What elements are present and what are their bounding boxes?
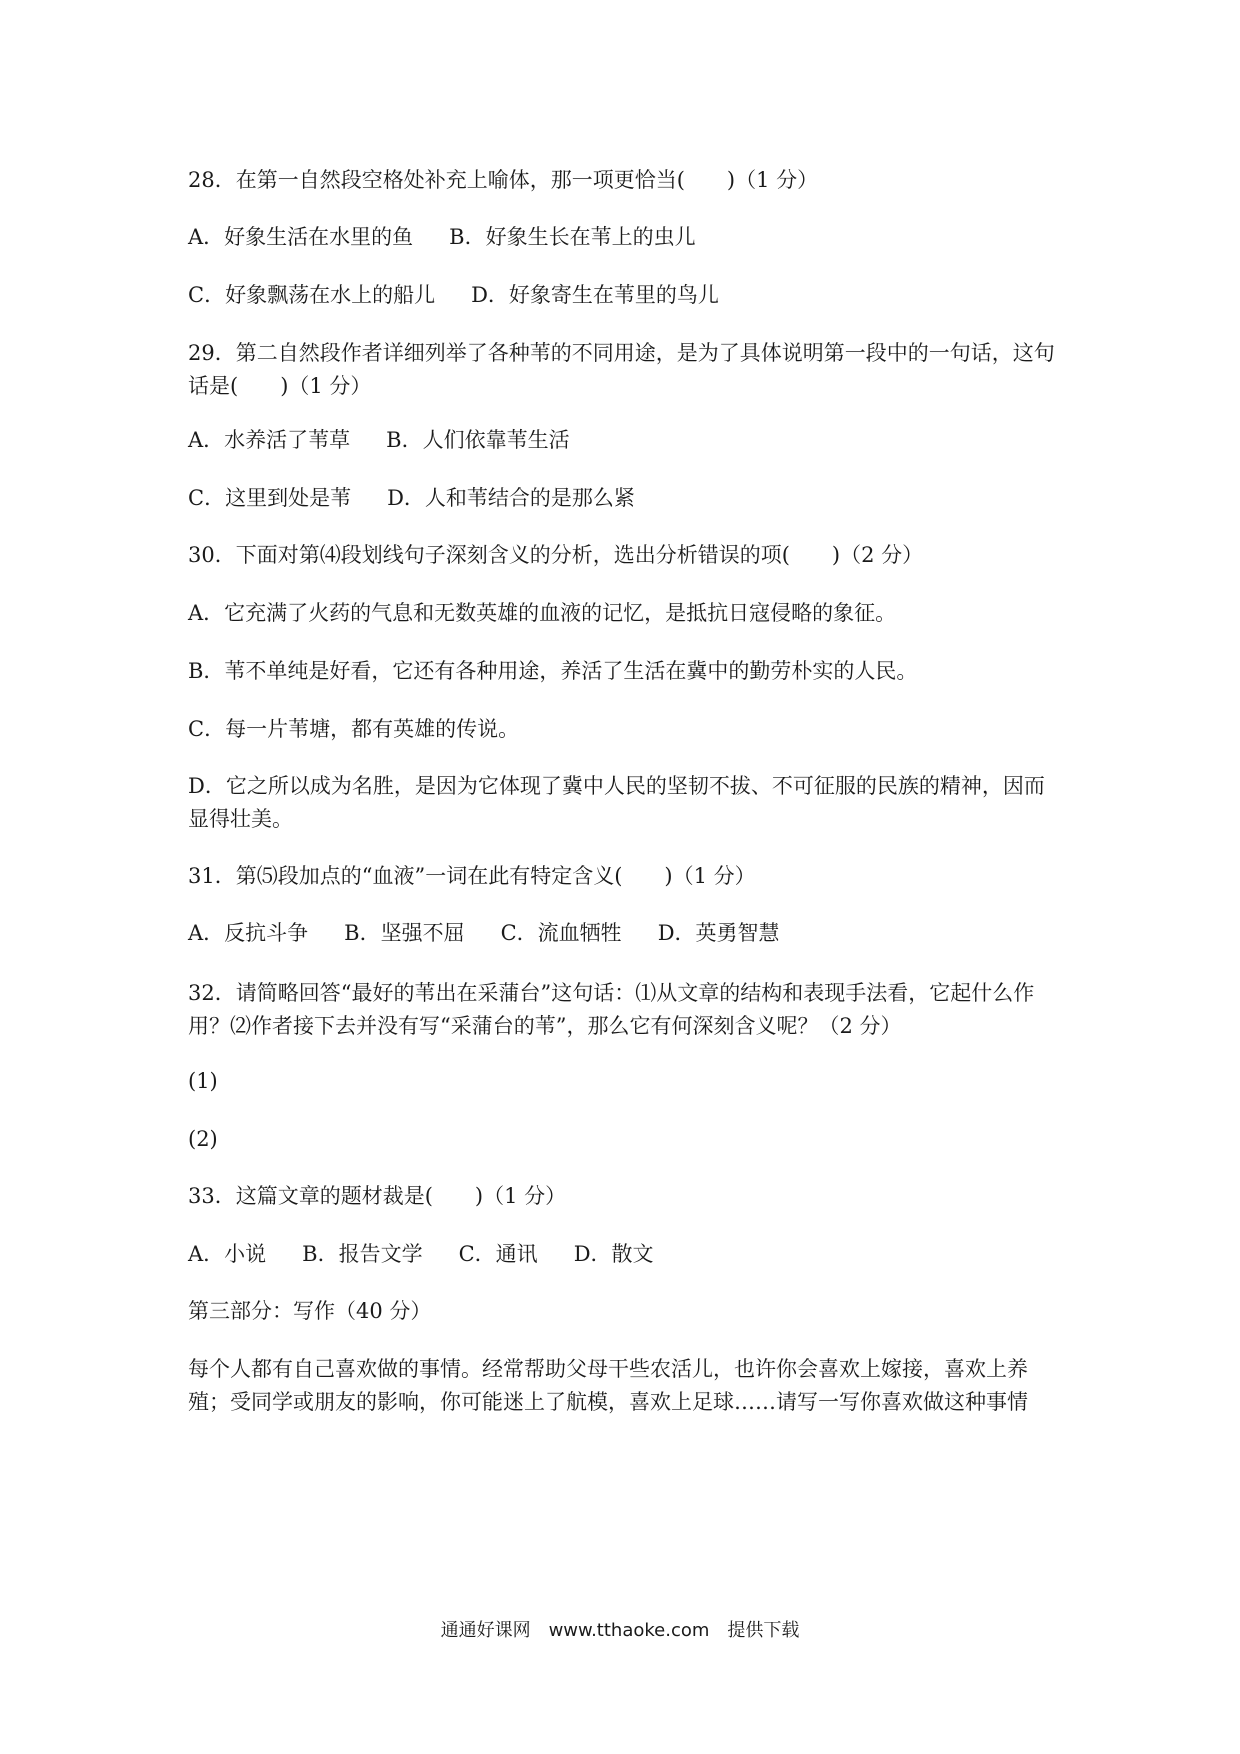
part3-prompt: 每个人都有自己喜欢做的事情。经常帮助父母干些农活儿，也许你会喜欢上嫁接，喜欢上养殖；受同学或朋友的影响，你可能迷上了航模，喜欢上足球……请写一写你喜欢做这种事情 (188, 1357, 1028, 1414)
q32-answer-2: (2) (188, 1127, 218, 1151)
q29-option-c: C．这里到处是苇 (188, 486, 352, 510)
q33-option-d: D．散文 (573, 1242, 654, 1266)
q33-stem: 33．这篇文章的题材裁是( )（1 分） (188, 1184, 567, 1208)
q32-stem: 32．请简略回答“最好的苇出在采蒲台”这句话：⑴从文章的结构和表现手法看，它起什么作用？⑵作者接下去并没有写“采蒲台的苇”，那么它有何深刻含义呢？（2 分） (188, 981, 1035, 1038)
q30-option-a: A．它充满了火药的气息和无数英雄的血液的记忆，是抵抗日寇侵略的象征。 (188, 601, 897, 625)
q29-options-row1 (188, 425, 606, 455)
q31-stem: 31．第⑸段加点的“血液”一词在此有特定含义( )（1 分） (188, 864, 756, 888)
q33-option-a: A．小说 (188, 1242, 267, 1266)
q29-stem: 29．第二自然段作者详细列举了各种苇的不同用途，是为了具体说明第一段中的一句话，这句话是( )（1 分） (188, 341, 1055, 398)
q31-option-c: C．流血牺牲 (500, 921, 622, 945)
q30-option-b: B．苇不单纯是好看，它还有各种用途，养活了生活在冀中的勤劳朴实的人民。 (188, 659, 918, 683)
q29-options-row2 (188, 483, 671, 513)
q28-option-d: D．好象寄生在苇里的鸟儿 (471, 283, 719, 307)
q28-option-b: B．好象生长在苇上的虫儿 (449, 225, 696, 249)
q29-option-b: B．人们依靠苇生活 (386, 428, 570, 452)
part3-heading: 第三部分：写作（40 分） (188, 1299, 432, 1323)
q28-stem: 28．在第一自然段空格处补充上喻体，那一项更恰当( )（1 分） (188, 168, 819, 192)
q28-options-row1 (188, 222, 732, 252)
q30-option-c: C．每一片苇塘，都有英雄的传说。 (188, 717, 520, 741)
q33-option-c: C．通讯 (458, 1242, 538, 1266)
page-footer: 通通好课网 www.tthaoke.com 提供下载 (440, 1620, 800, 1641)
q31-option-b: B．坚强不屈 (344, 921, 465, 945)
q29-option-a: A．水养活了苇草 (188, 428, 351, 452)
q30-option-d: D．它之所以成为名胜，是因为它体现了冀中人民的坚韧不拔、不可征服的民族的精神，因而显得壮美。 (188, 774, 1045, 831)
q31-options (188, 918, 816, 948)
q32-answer-1: (1) (188, 1069, 218, 1093)
q31-option-d: D．英勇智慧 (657, 921, 780, 945)
q28-options-row2 (188, 280, 755, 310)
q29-option-d: D．人和苇结合的是那么紧 (387, 486, 635, 510)
q28-option-a: A．好象生活在水里的鱼 (188, 225, 414, 249)
q33-options (188, 1239, 690, 1269)
q28-option-c: C．好象飘荡在水上的船儿 (188, 283, 436, 307)
q31-option-a: A．反抗斗争 (188, 921, 309, 945)
q30-stem: 30．下面对第⑷段划线句子深刻含义的分析，选出分析错误的项( )（2 分） (188, 543, 924, 567)
q33-option-b: B．报告文学 (302, 1242, 423, 1266)
